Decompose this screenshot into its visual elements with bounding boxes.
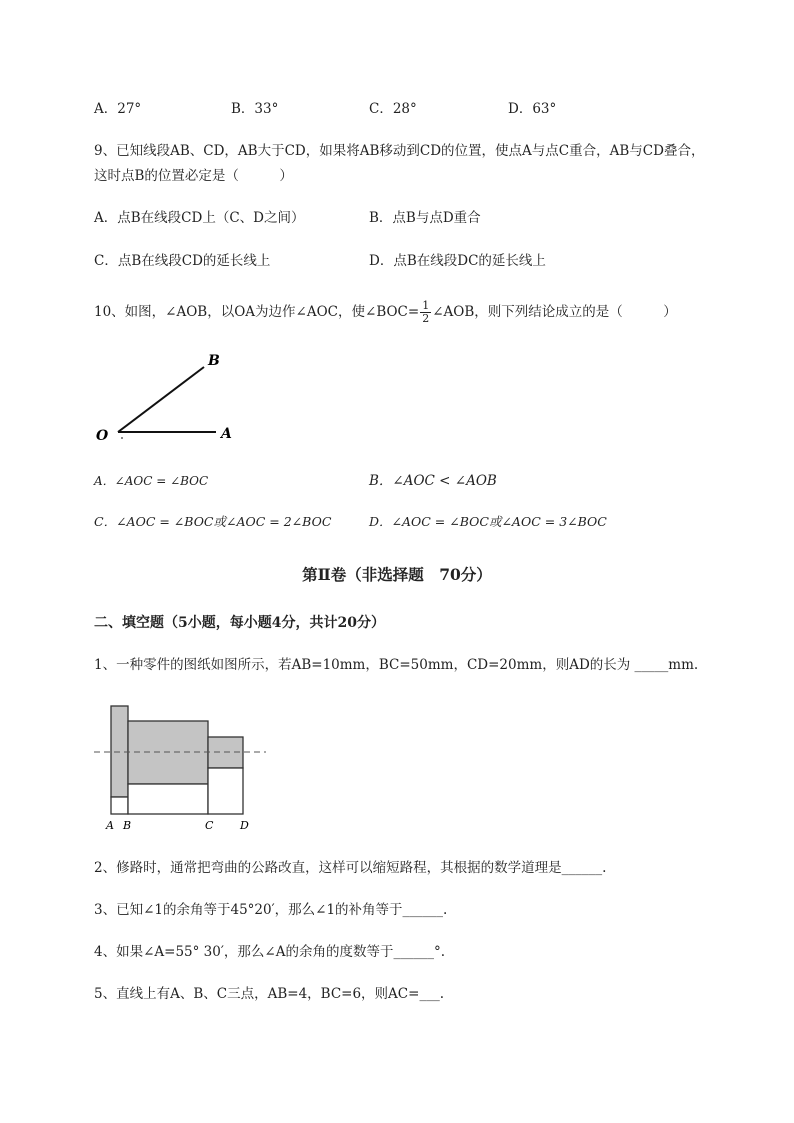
q9-stem-line2: 这时点B的位置必定是（ ） (94, 168, 293, 184)
part-drawing-figure (90, 700, 275, 835)
q10-option-d: D．∠AOC = ∠BOC或∠AOC = 3∠BOC (369, 514, 607, 529)
q10-stem-suffix: ∠AOB，则下列结论成立的是（ ） (432, 304, 677, 320)
part-title: 二、填空题（5小题，每小题4分，共计20分） (94, 615, 385, 631)
q10-angle-figure (90, 350, 250, 450)
label-b: B (208, 353, 220, 369)
q8-option-c: C．28° (369, 101, 417, 117)
label-d: D (240, 819, 249, 832)
q8-option-b: B．33° (231, 101, 279, 117)
point-o-dot (121, 437, 123, 439)
label-a: A (221, 426, 232, 442)
q10-fraction-numerator: 1 (422, 299, 430, 312)
fill-q2: 2、修路时，通常把弯曲的公路改直，这样可以缩短路程，其根据的数学道理是______. (94, 860, 607, 876)
q9-option-b: B．点B与点D重合 (369, 210, 481, 226)
label-b: B (123, 819, 132, 832)
fill-q4: 4、如果∠A=55° 30′，那么∠A的余角的度数等于______°. (94, 944, 446, 960)
q8-option-a: A．27° (94, 101, 142, 117)
q9-option-a: A．点B在线段CD上（C、D之间） (94, 210, 305, 226)
q10-stem-prefix: 10、如图，∠AOB，以OA为边作∠AOC，使∠BOC= (94, 304, 420, 320)
fill-q5: 5、直线上有A、B、C三点，AB=4，BC=6，则AC=___. (94, 986, 444, 1002)
q10-option-c: C．∠AOC = ∠BOC或∠AOC = 2∠BOC (94, 514, 332, 529)
q10-option-a: A．∠AOC = ∠BOC (94, 474, 209, 488)
segment-bc-lower (128, 784, 208, 814)
q9-stem-line1: 9、已知线段AB、CD，AB大于CD，如果将AB移动到CD的位置，使点A与点C重合，AB与CD叠合， (94, 143, 705, 159)
q10-stem (94, 299, 677, 325)
q10-option-b: B．∠AOC < ∠AOB (369, 473, 497, 489)
ray-ob (118, 367, 204, 432)
q8-option-d: D．63° (508, 101, 557, 117)
label-c: C (205, 819, 214, 832)
q10-fraction-denominator: 2 (422, 312, 430, 325)
q9-option-d: D．点B在线段DC的延长线上 (369, 253, 546, 269)
segment-ab-lower (111, 797, 128, 814)
q10-fraction (420, 300, 431, 325)
label-o: O (96, 428, 109, 444)
q9-option-c: C．点B在线段CD的延长线上 (94, 253, 271, 269)
label-a: A (106, 819, 114, 832)
segment-cd-lower (208, 768, 243, 814)
fill-q3: 3、已知∠1的余角等于45°20′，那么∠1的补角等于______. (94, 902, 448, 918)
fill-q1: 1、一种零件的图纸如图所示，若AB=10mm，BC=50mm，CD=20mm，则AD的长为 _____mm. (94, 657, 699, 673)
section-title: 第Ⅱ卷（非选择题 70分） (302, 565, 492, 584)
